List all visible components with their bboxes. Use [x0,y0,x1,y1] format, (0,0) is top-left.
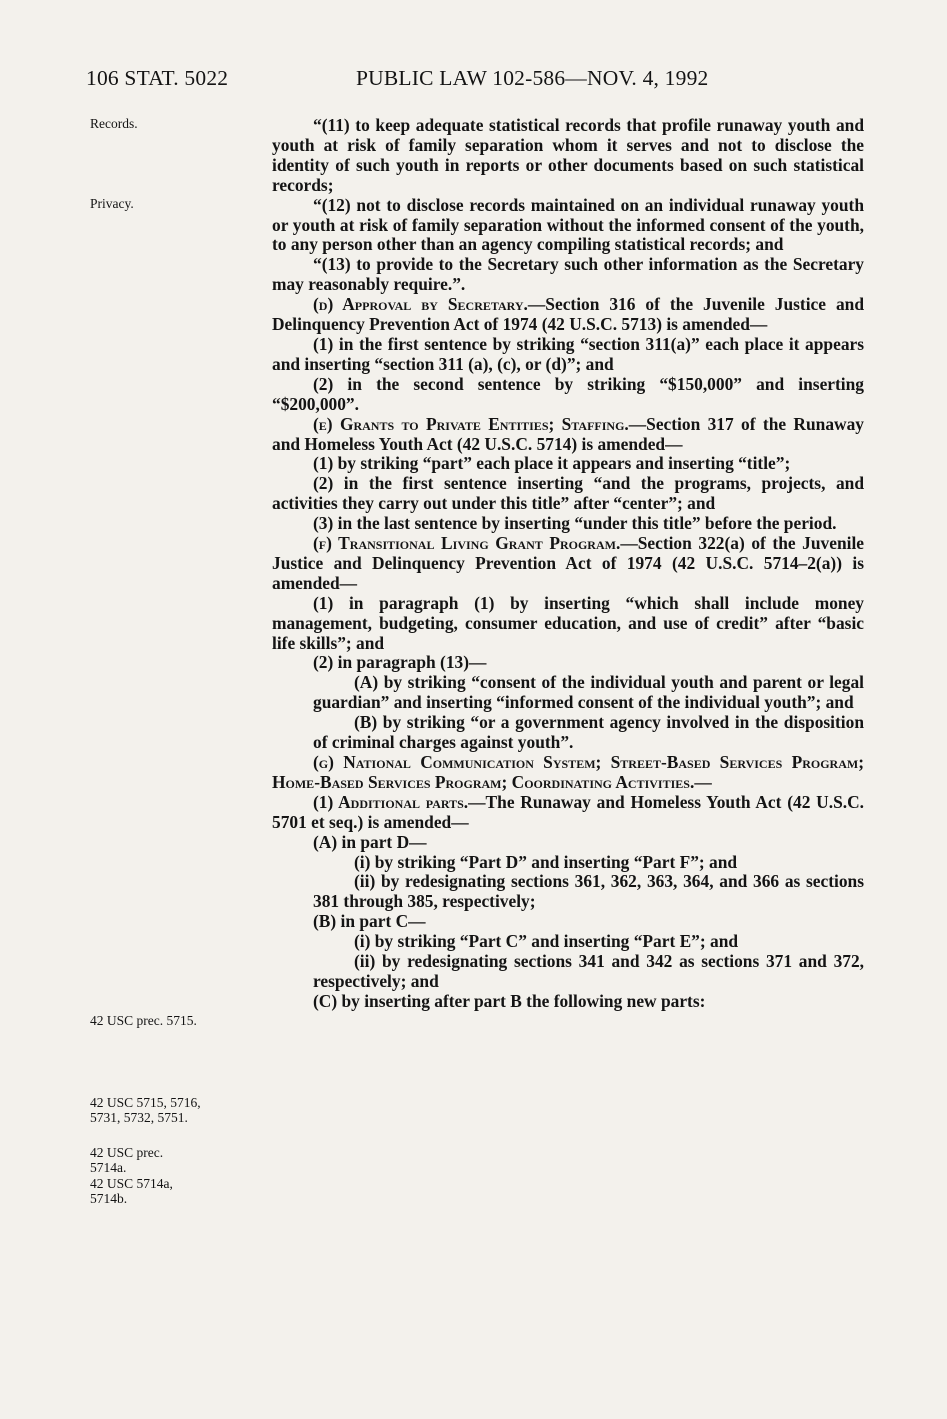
margin-note-usc-3: 42 USC prec. 5714a. [90,1145,164,1175]
paragraph-12: “(12) not to disclose records maintained on an individual runaway youth or youth at risk of family separation without the informed consent of the youth, to any person other than an agency compiling statistical records; and [272,194,864,255]
subsection-g-heading: (g) National Communication System; Street-Based Services Program; Home-Based Services Program; Coordinating Activities. [272,752,864,792]
subsection-f-2-A: (A) by striking “consent of the individual youth and parent or legal guardian” and inserting “informed consent of the individual youth”; and [313,672,864,713]
subsection-d-text: —Section 316 of the Juvenile Justice and Delinquency Prevention Act of 1974 (42 U.S.C. 5713) is amended— [272,294,864,335]
subsection-e-3: (3) in the last sentence by inserting “under this title” before the period. [313,513,837,534]
paragraph-13: “(13) to provide to the Secretary such other information as the Secretary may reasonably require.”. [272,254,864,295]
subsection-e-1: (1) by striking “part” each place it appears and inserting “title”; [313,453,791,474]
subsection-g-B: (B) in part C— [313,911,426,932]
subsection-f-heading: (f) Transitional Living Grant Program. [313,533,621,554]
subsection-g-1 [272,793,864,833]
subsection-d-2: (2) in the second sentence by striking “$150,000” and inserting “$200,000”. [272,373,864,414]
subsection-d-1: (1) in the first sentence by striking “section 311(a)” each place it appears and inserting “section 311 (a), (c), or (d)”; and [272,333,864,374]
subsection-f-2: (2) in paragraph (13)— [313,652,487,673]
running-title: PUBLIC LAW 102-586—NOV. 4, 1992 [356,66,709,90]
subsection-f [272,534,864,594]
margin-note-usc-1: 42 USC prec. 5715. [90,1013,197,1028]
subsection-g-1-heading: (1) Additional parts. [313,791,469,812]
subsection-d-heading: (d) Approval by Secretary. [313,294,528,315]
subsection-f-2-B: (B) by striking “or a government agency involved in the disposition of criminal charges against youth”. [313,712,864,753]
paragraph-11: “(11) to keep adequate statistical records that profile runaway youth and youth at risk of family separation whom it serves and not to disclose the identity of such youth in reports or other documents based on such statistical records; [272,115,864,195]
subsection-g-1-text: —The Runaway and Homeless Youth Act (42 U.S.C. 5701 et seq.) is amended— [272,791,864,832]
document-body [272,116,864,1012]
subsection-e [272,415,864,455]
subsection-g-C: (C) by inserting after part B the following new parts: [313,990,706,1011]
margin-note-privacy: Privacy. [90,196,134,211]
subsection-g-A: (A) in part D— [313,831,427,852]
subsection-e-2: (2) in the first sentence inserting “and the programs, projects, and activities they carry out under this title” after “center”; and [272,473,864,514]
subsection-e-heading: (e) Grants to Private Entities; Staffing. [313,413,629,434]
subsection-g [272,753,864,793]
subsection-d [272,295,864,335]
margin-note-records: Records. [90,116,138,131]
subsection-f-text: —Section 322(a) of the Juvenile Justice and Delinquency Prevention Act of 1974 (42 U.S.C. 5714–2(a)) is amended— [272,533,864,593]
subsection-g-B-ii: (ii) by redesignating sections 341 and 342 as sections 371 and 372, respectively; and [313,951,864,991]
subsection-g-dash: — [694,771,712,792]
subsection-g-A-ii: (ii) by redesignating sections 361, 362, 363, 364, and 366 as sections 381 through 385, respectively; [313,871,864,912]
subsection-g-A-i: (i) by striking “Part D” and inserting “Part F”; and [354,851,738,872]
margin-note-usc-2: 42 USC 5715, 5716, 5731, 5732, 5751. [90,1095,201,1125]
margin-note-usc-4: 42 USC 5714a, 5714b. [90,1176,173,1206]
page-number: 106 STAT. 5022 [86,66,229,90]
subsection-g-B-i: (i) by striking “Part C” and inserting “Part E”; and [354,931,739,952]
subsection-e-text: —Section 317 of the Runaway and Homeless Youth Act (42 U.S.C. 5714) is amended— [272,413,864,454]
subsection-f-1: (1) in paragraph (1) by inserting “which shall include money management, budgeting, consumer education, and use of credit” after “basic life skills”; and [272,592,864,653]
